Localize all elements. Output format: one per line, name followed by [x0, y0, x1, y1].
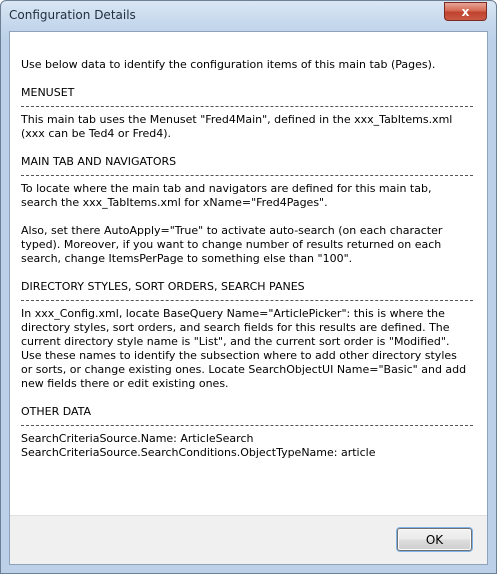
- other-data-line-2: SearchCriteriaSource.SearchConditions.ObjectTypeName: article: [21, 446, 376, 459]
- menuset-heading: MENUSET: [21, 86, 75, 99]
- divider: [21, 175, 473, 176]
- details-text: [21, 58, 471, 460]
- other-data-line-1: SearchCriteriaSource.Name: ArticleSearch: [21, 432, 254, 445]
- dialog-body: [9, 31, 488, 565]
- ok-button[interactable]: OK: [397, 528, 472, 551]
- divider: [21, 300, 473, 301]
- intro-text: Use below data to identify the configuration items of this main tab (Pages).: [21, 58, 436, 71]
- window-title: Configuration Details: [9, 8, 136, 22]
- main-tab-text-1: To locate where the main tab and navigators are defined for this main tab, search the xxx_TabItems.xml for xName="Fred4Pages".: [21, 182, 432, 209]
- divider: [21, 425, 473, 426]
- main-tab-text-2: Also, set there AutoApply="True" to activate auto-search (on each character typed). Moreover, if you want to change number of results returned on each search, change ItemsPerPage to something else than "100".: [21, 224, 443, 265]
- directory-text: In xxx_Config.xml, locate BaseQuery Name="ArticlePicker": this is where the directory styles, sort orders, and search fields for this results are defined. The current directory style name is "List", and the current sort order is "Modified". Use these names to identify the subsection where to add other directory styles or sorts, or change existing ones. Locate SearchObjectUI Name="Basic" and add new fields there or edit existing ones.: [21, 307, 467, 390]
- directory-heading: DIRECTORY STYLES, SORT ORDERS, SEARCH PANES: [21, 280, 305, 293]
- menuset-text: This main tab uses the Menuset "Fred4Main", defined in the xxx_TabItems.xml (xxx can be Ted4 or Fred4).: [21, 113, 453, 140]
- button-bar: [10, 515, 487, 564]
- close-icon: x: [461, 4, 470, 19]
- divider: [21, 106, 473, 107]
- close-button[interactable]: [444, 2, 487, 21]
- other-data-heading: OTHER DATA: [21, 405, 92, 418]
- main-tab-heading: MAIN TAB AND NAVIGATORS: [21, 155, 177, 168]
- title-bar[interactable]: [1, 1, 496, 31]
